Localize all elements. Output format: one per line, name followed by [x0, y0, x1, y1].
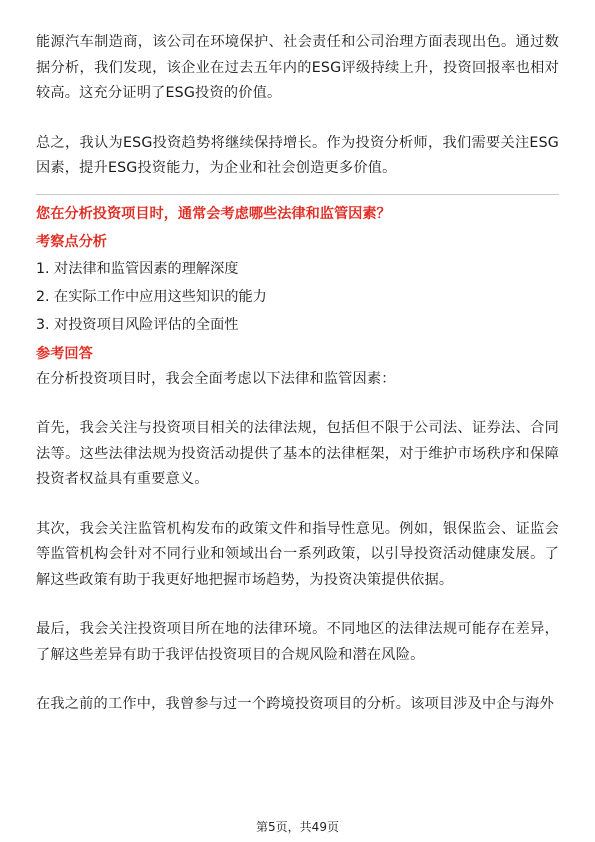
answer-paragraph-1: 在分析投资项目时，我会全面考虑以下法律和监管因素： — [36, 370, 396, 387]
page-content — [36, 30, 559, 718]
analysis-item-3: 3. 对投资项目风险评估的全面性 — [36, 316, 239, 333]
answer-paragraph-2: 首先，我会关注与投资项目相关的法律法规，包括但不限于公司法、证券法、合同法等。这些法律法规为投资活动提供了基本的法律框架，对于维护市场秩序和保障投资者权益具有重要意义。 — [36, 420, 559, 487]
page-number-footer: 第5页，共49页 — [256, 820, 339, 834]
analysis-item-1: 1. 对法律和监管因素的理解深度 — [36, 260, 239, 277]
answer-label: 参考回答 — [36, 345, 93, 362]
question-heading: 您在分析投资项目时，通常会考虑哪些法律和监管因素？ — [36, 205, 391, 222]
answer-paragraph-3: 其次，我会关注监管机构发布的政策文件和指导性意见。例如，银保监会、证监会等监管机构会针对不同行业和领域出台一系列政策，以引导投资活动健康发展。了解这些政策有助于我更好地把握市场趋势，为投资决策提供依据。 — [36, 520, 559, 588]
analysis-label: 考察点分析 — [36, 233, 107, 250]
analysis-list — [36, 255, 559, 339]
answer-paragraph-5: 在我之前的工作中，我曾参与过一个跨境投资项目的分析。该项目涉及中企与海外 — [36, 696, 554, 712]
analysis-item-2: 2. 在实际工作中应用这些知识的能力 — [36, 288, 267, 305]
intro-paragraph-1: 能源汽车制造商，该公司在环境保护、社会责任和公司治理方面表现出色。通过数据分析，我们发现，该企业在过去五年内的ESG评级持续上升，投资回报率也相对较高。这充分证明了ESG投资的价值。 — [36, 34, 559, 101]
section-divider — [36, 194, 559, 195]
intro-paragraph-2: 总之，我认为ESG投资趋势将继续保持增长。作为投资分析师，我们需要关注ESG因素，提升ESG投资能力，为企业和社会创造更多价值。 — [36, 134, 559, 176]
answer-paragraph-4: 最后，我会关注投资项目所在地的法律环境。不同地区的法律法规可能存在差异，了解这些差异有助于我评估投资项目的合规风险和潜在风险。 — [36, 621, 559, 663]
